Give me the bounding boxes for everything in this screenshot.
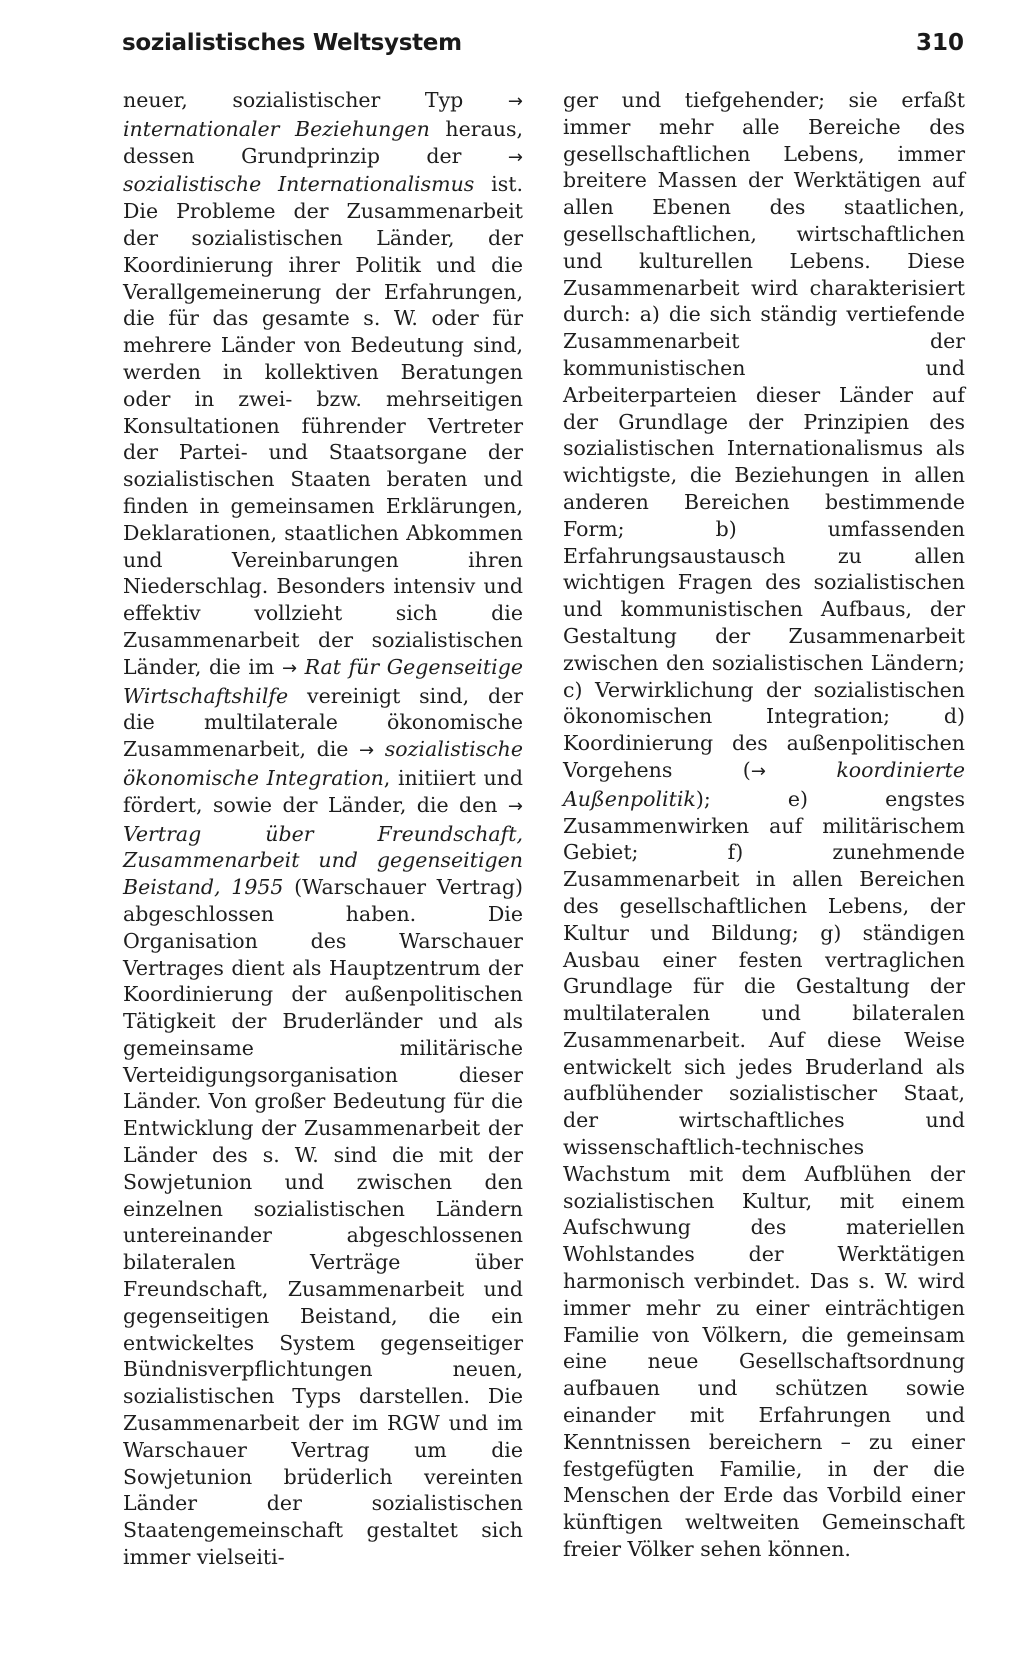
cross-reference-arrow-icon: → [359,740,375,762]
left-column-text [123,87,523,1571]
cross-reference-link[interactable]: sozialistische ökonomische Integration [123,737,523,790]
text-segment: ger und tiefgehender; sie erfaßt immer mehr alle Bereiche des gesellschaftlichen Lebens, immer breitere Massen der Werktätigen auf allen Ebenen des staatlichen, gesellschaftlichen, wirtschaftlichen und kulturellen Lebens. Diese Zusammenarbeit wird charakterisiert durch: a) die sich ständig vertiefende Zusammenarbeit der kommunistischen und Arbeiterparteien dieser Länder auf der Grundlage der Prinzipien des sozialistischen Internationalismus als wichtigste, die Beziehungen in allen anderen Bereichen bestimmende Form; b) umfassenden Erfahrungsaustausch zu allen wichtigen Fragen des sozialistischen und kommunistischen Aufbaus, der Gestaltung der Zusammenarbeit zwischen den sozialistischen Ländern; c) Verwirklichung der sozialistischen ökonomischen Integration; d) Koordinierung des außenpolitischen Vorgehens ( [563,88,965,782]
cross-reference-arrow-icon: → [507,795,523,817]
text-segment: heraus, dessen Grundprinzip der [123,116,523,168]
text-segment: neuer, sozialistischer Typ [123,88,508,112]
cross-reference-link[interactable]: Rat für Gegenseitige Wirtschaftshilfe [123,654,523,708]
cross-reference-arrow-icon: → [750,760,766,782]
cross-reference-link[interactable]: koordinierte Außenpolitik [563,757,965,811]
cross-reference-arrow-icon: → [507,91,523,112]
left-column [123,87,523,1571]
text-segment: vereinigt sind, der die multilaterale ökonomische Zusammenarbeit, die [123,683,523,762]
cross-reference-arrow-icon: → [507,146,523,168]
cross-reference-link[interactable]: sozialistische Internationalismus [123,172,475,197]
entry-title: sozialistisches Weltsystem [122,30,462,56]
text-segment: , initiiert und fördert, sowie der Länder, die den [123,765,523,817]
right-column [563,87,965,1563]
text-segment: (Warschauer Vertrag) abgeschlossen haben. Die Organisation des Warschauer Vertrages dient als Hauptzentrum der Koordinierung der außenpolitischen Tätigkeit der Bruderländer und als gemeinsame militärische Verteidigungsorganisation dieser Länder. Von großer Bedeutung für die Entwicklung der Zusammenarbeit der Länder des s. W. sind die mit der Sowjetunion und zwischen den einzelnen sozialistischen Ländern untereinander abgeschlossenen bilateralen Verträge über Freundschaft, Zusammenarbeit und gegenseitigen Beistand, die ein entwickeltes System gegenseitiger Bündnisverpflichtungen neuen, sozialistischen Typs darstellen. Die Zusammenarbeit der im RGW und im Warschauer Vertrag um die Sowjetunion brüderlich vereinten Länder der sozialistischen Staatengemeinschaft gestaltet sich immer vielseiti- [123,875,524,1570]
text-segment: ist. Die Probleme der Zusammenarbeit der sozialistischen Länder, der Koordinierung ihrer Politik und die Verallgemeinerung der Erfahrungen, die für das gesamte s. W. oder für mehrere Länder von Bedeutung sind, werden in kollektiven Beratungen oder in zwei- bzw. mehrseitigen Konsultationen führender Vertreter der Partei- und Staatsorgane der sozialistischen Staaten beraten und finden in gemeinsamen Erklärungen, Deklarationen, staatlichen Abkommen und Vereinbarungen ihren Niederschlag. Besonders intensiv und effektiv vollzieht sich die Zusammenarbeit der sozialistischen Länder, die im [123,172,523,679]
cross-reference-link[interactable]: Vertrag über Freundschaft, Zusammenarbeit und gegenseitigen Beistand, 1955 [123,821,523,900]
text-segment: ); e) engstes Zusammenwirken auf militärischem Gebiet; f) zunehmende Zusammenarbeit in allen Bereichen des gesellschaftlichen Lebens, der Kultur und Bildung; g) ständigen Ausbau einer festen vertraglichen Grundlage für die Gestaltung der multilateralen und bilateralen Zusammenarbeit. Auf diese Weise entwickelt sich jedes Bruderland als aufblühender sozialistischer Staat, der wirtschaftliches und wissenschaftlich-technisches Wachstum mit dem Aufblühen der sozialistischen Kultur, mit einem Aufschwung des materiellen Wohlstandes der Werktätigen harmonisch verbindet. Das s. W. wird immer mehr zu einer einträchtigen Familie von Völkern, die gemeinsam eine neue Gesellschaftsordnung aufbauen und schützen sowie einander mit Erfahrungen und Kenntnissen bereichern – zu einer festgefügten Familie, in der die Menschen der Erde das Vorbild einer künftigen weltweiten Gemeinschaft freier Völker sehen können. [563,786,965,1562]
page-number: 310 [915,30,964,56]
cross-reference-link[interactable]: internationaler Beziehungen [123,116,430,141]
right-column-text [563,87,965,1563]
cross-reference-arrow-icon: → [281,657,298,679]
running-head [122,30,964,70]
